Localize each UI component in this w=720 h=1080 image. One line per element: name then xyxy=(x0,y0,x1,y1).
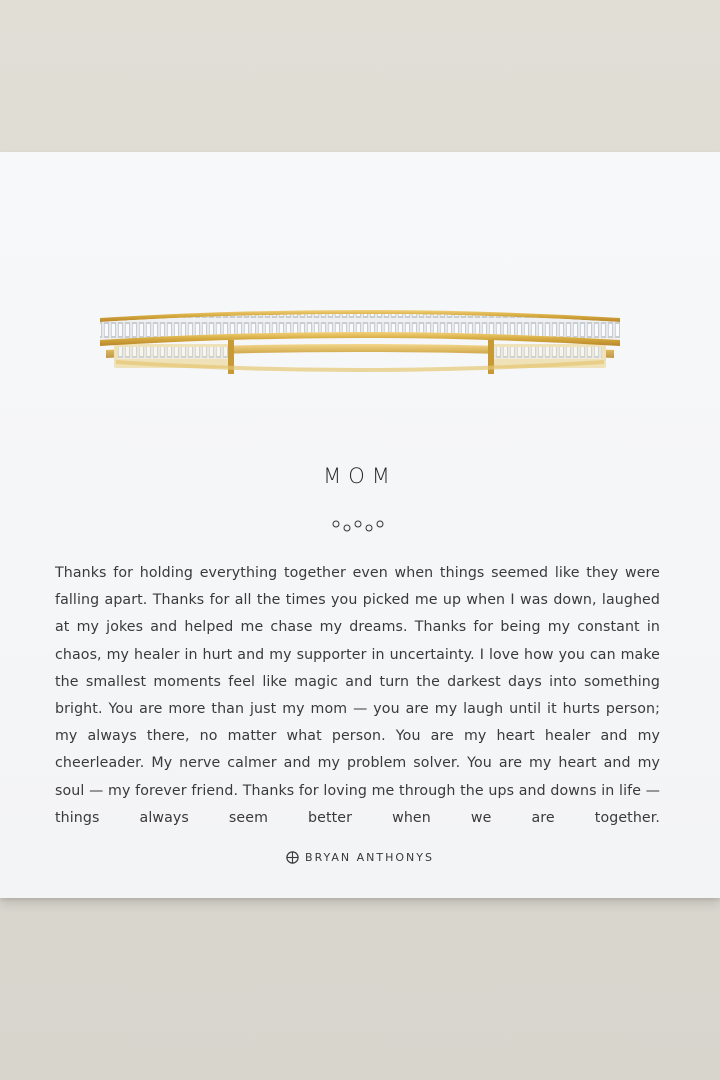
card-title: MOM xyxy=(323,464,397,488)
brand-signature xyxy=(0,851,720,864)
card-message: Thanks for holding everything together even when things seemed like they were falling apart. Thanks for all the times you picked me up when I was down, laughed at my jokes and helped me chase my dreams. Thanks for being my constant in chaos, my healer in hurt and my supporter in uncertainty. I love how you can make the smallest moments feel like magic and turn the darkest days into something bright. You are more than just my mom — you are my laugh until it hurts person; my always there, no matter what person. You are my heart healer and my cheerleader. My nerve calmer and my problem solver. You are my heart and my soul — my forever friend. Thanks for loving me through the ups and downs in life — things always seem better when we are together. xyxy=(55,565,660,826)
compass-logo-icon xyxy=(286,851,299,864)
dots-ornament-icon xyxy=(330,518,390,534)
brand-name: BRYAN ANTHONYS xyxy=(305,851,434,864)
cuff-bracelet-image xyxy=(96,300,624,382)
